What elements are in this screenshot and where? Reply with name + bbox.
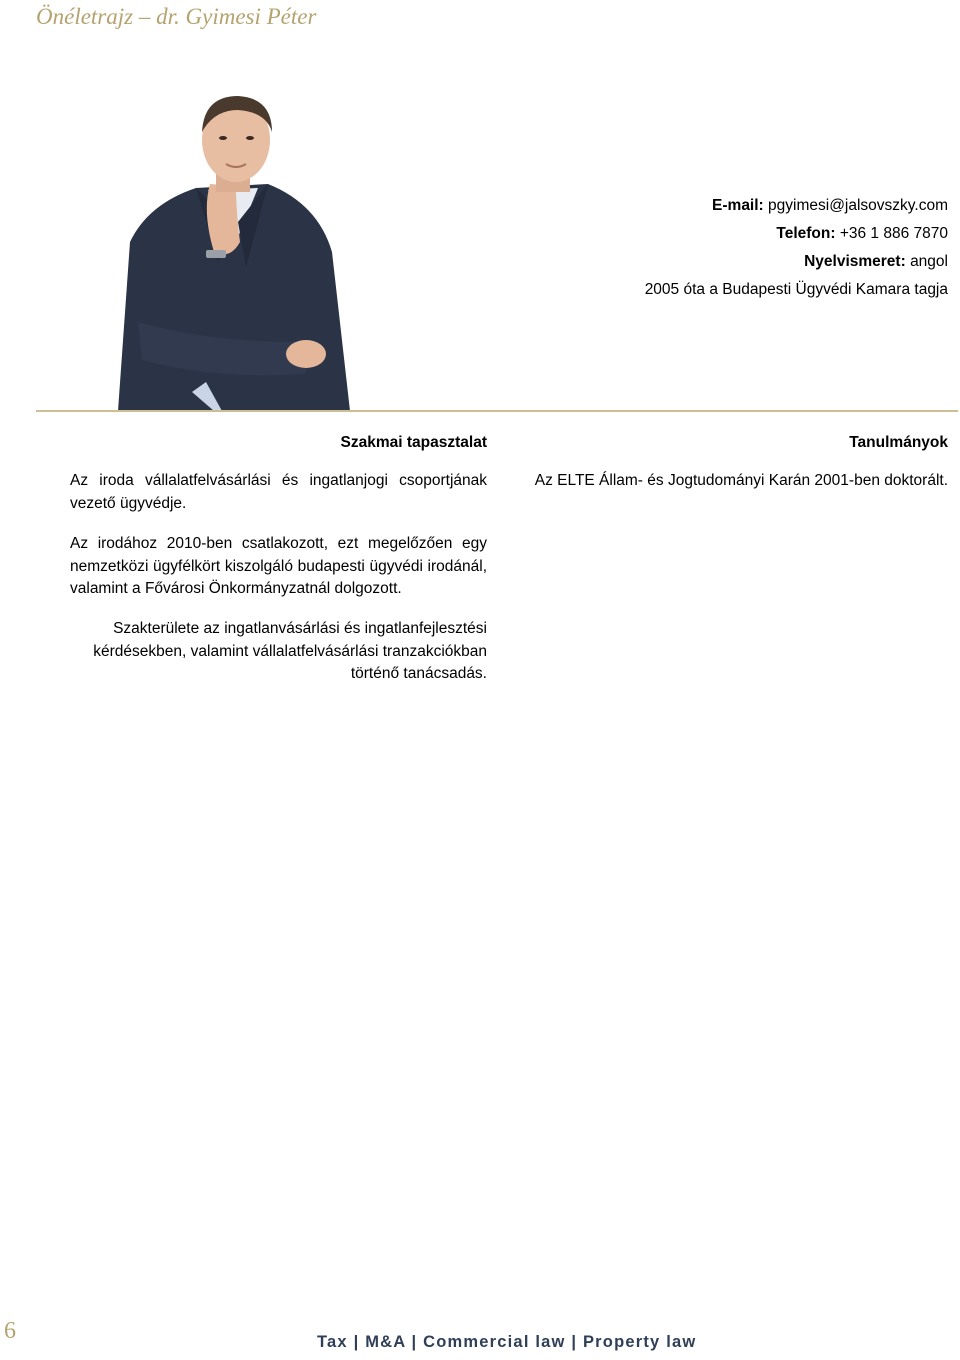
phone-label: Telefon: <box>776 225 836 242</box>
document-header-title: Önéletrajz – dr. Gyimesi Péter <box>36 4 317 29</box>
section-divider <box>36 410 958 412</box>
education-paragraph: Az ELTE Állam- és Jogtudományi Karán 2001-ben doktorált. <box>534 472 948 489</box>
email-label: E-mail: <box>712 197 764 214</box>
language-label: Nyelvismeret: <box>804 253 906 270</box>
phone-line <box>645 220 948 248</box>
portrait-illustration <box>118 92 354 411</box>
language-line <box>645 248 948 276</box>
experience-paragraph-1: Az iroda vállalatfelvásárlási és ingatlanjogi csoportjának vezető ügyvédje. <box>70 472 487 512</box>
email-value[interactable]: pgyimesi@jalsovszky.com <box>768 197 948 214</box>
experience-title: Szakmai tapasztalat <box>340 434 487 451</box>
page-number: 6 <box>4 1318 16 1344</box>
education-title: Tanulmányok <box>849 434 948 451</box>
footer-tagline: Tax | M&A | Commercial law | Property law <box>317 1333 697 1351</box>
email-line <box>645 192 948 220</box>
experience-paragraph-3: Szakterülete az ingatlanvásárlási és ingatlanfejlesztési kérdésekben, valamint vállalatfelvásárlási tranzakciókban történő tanácsadás. <box>93 620 487 682</box>
portrait-photo <box>118 92 354 411</box>
experience-paragraph-2: Az irodához 2010-ben csatlakozott, ezt megelőzően egy nemzetközi ügyfélkört kiszolgáló budapesti ügyvédi irodánál, valamint a Fővárosi Önkormányzatnál dolgozott. <box>70 535 487 597</box>
phone-value: +36 1 886 7870 <box>839 225 948 242</box>
bar-membership: 2005 óta a Budapesti Ügyvédi Kamara tagja <box>644 281 948 298</box>
language-value: angol <box>910 253 948 270</box>
contact-block <box>645 192 948 304</box>
